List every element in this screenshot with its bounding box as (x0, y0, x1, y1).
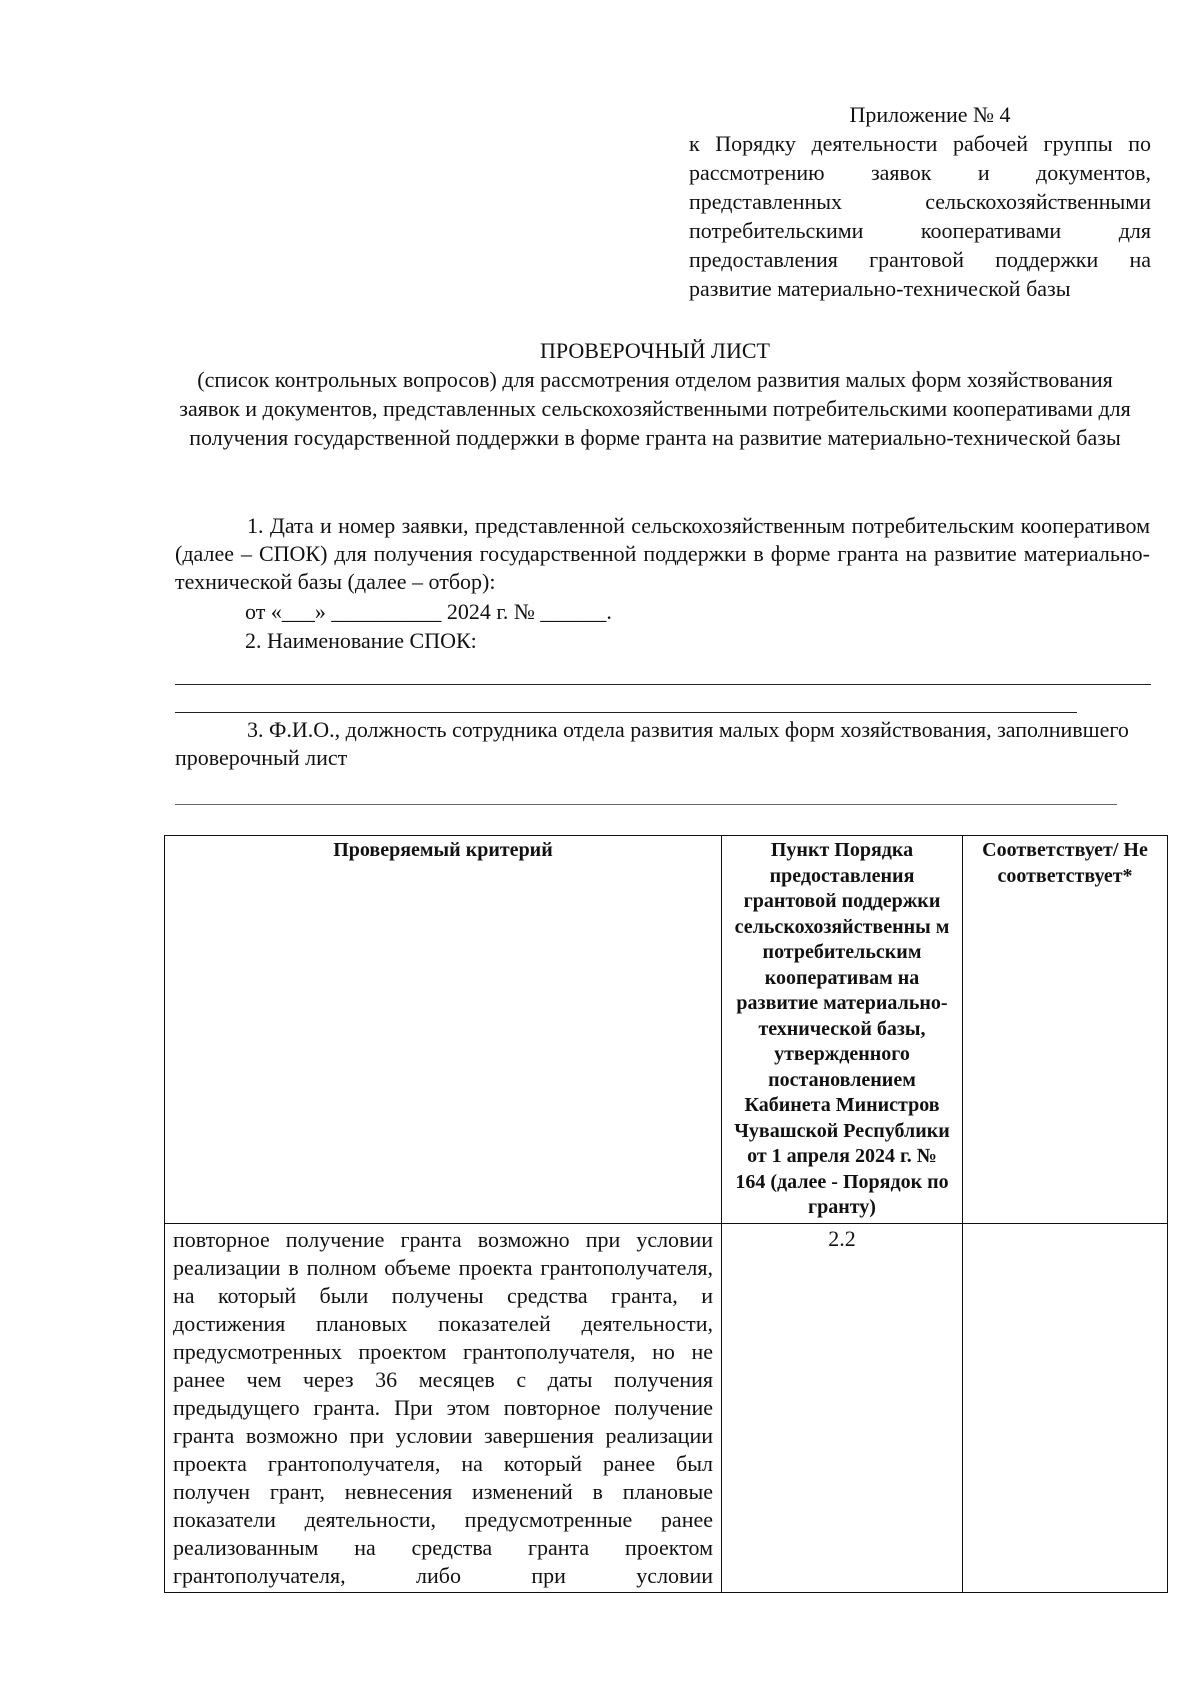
document-title: ПРОВЕРОЧНЫЙ ЛИСТ (540, 338, 770, 363)
application-date-line: от «___» __________ 2024 г. № ______. (245, 599, 612, 624)
fill-line-spok-name-1 (175, 684, 1151, 685)
table-row (165, 1223, 1168, 1592)
title-block (175, 336, 1135, 452)
order-point-cell: 2.2 (722, 1223, 963, 1592)
table-header-row (165, 836, 1168, 1224)
item-1-application-date: 1. Дата и номер заявки, представленной сельскохозяйственным потребительским кооперативом (далее – СПОК) для получения государственной поддержки в форме гранта на развитие материально-технической базы (далее – отбор): (175, 513, 1150, 594)
document-subtitle: (список контрольных вопросов) для рассмотрения отделом развития малых форм хозяйствования заявок и документов, представленных сельскохозяйственными потребительскими кооперативами для получения государственной поддержки в форме гранта на развитие материально-технической базы (179, 367, 1131, 450)
compliance-cell (963, 1223, 1168, 1592)
criterion-cell: повторное получение гранта возможно при условии реализации в полном объеме проекта грантополучателя, на который были получены средства гранта, и достижения плановых показателей деятельности, предусмотренных проектом грантополучателя, но не ранее чем через 36 месяцев с даты получения предыдущего гранта. При этом повторное получение гранта возможно при условии завершения реализации проекта грантополучателя, на который ранее был получен грант, невнесения изменений в плановые показатели деятельности, предусмотренные ранее реализованным на средства гранта проектом грантополучателя, либо при условии (165, 1223, 722, 1592)
appendix-header (689, 100, 1151, 303)
fill-line-spok-name-2 (175, 712, 1077, 713)
header-order-point: Пункт Порядка предоставления грантовой поддержки сельскохозяйственны м потребительским кооперативам на развитие материально-технической базы, утвержденного постановлением Кабинета Министров Чувашской Республики от 1 апреля 2024 г. № 164 (далее - Порядок по гранту) (722, 836, 963, 1224)
fill-line-employee (175, 804, 1117, 805)
item-2-spok-name: 2. Наименование СПОК: (245, 628, 477, 653)
item-3-employee: 3. Ф.И.О., должность сотрудника отдела развития малых форм хозяйствования, заполнившего проверочный лист (175, 717, 1129, 770)
appendix-number: Приложение № 4 (849, 102, 1011, 127)
header-compliance: Соответствует/ Не соответствует* (963, 836, 1168, 1224)
header-criterion: Проверяемый критерий (165, 836, 722, 1224)
criteria-table (164, 835, 1168, 1593)
appendix-reference: к Порядку деятельности рабочей группы по рассмотрению заявок и документов, представленных сельскохозяйственными потребительскими кооперативами для предоставления грантовой поддержки на развитие материально-технической базы (689, 131, 1151, 301)
